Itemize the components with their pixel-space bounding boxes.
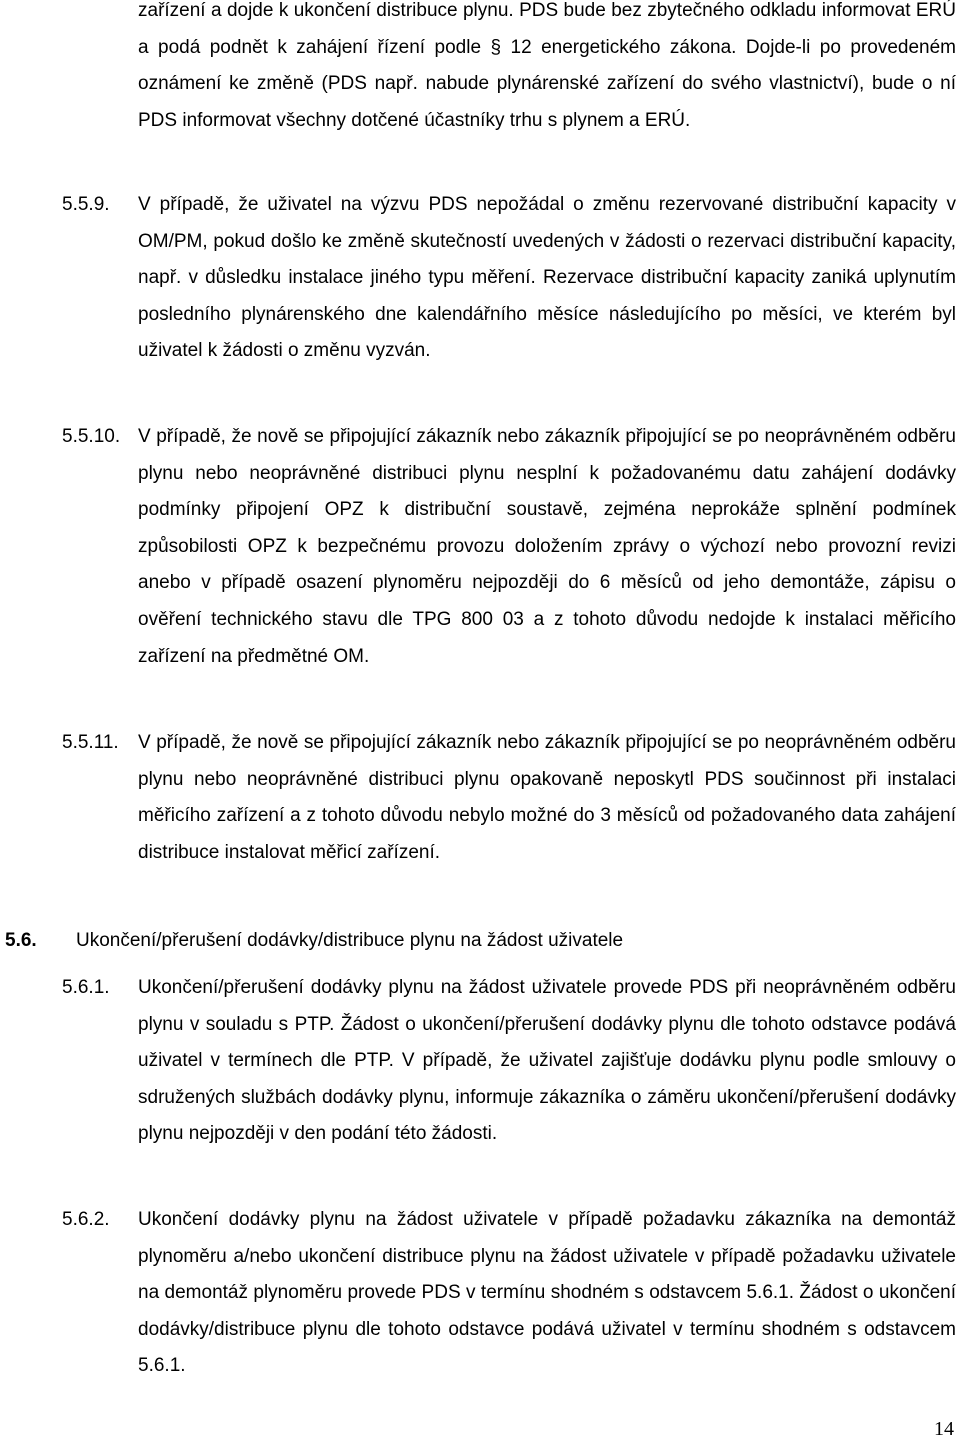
section-heading-number: 5.6. [5,930,37,951]
paragraph-5-6-1: Ukončení/přerušení dodávky plynu na žádost uživatele provede PDS při neoprávněném odběru plynu v souladu s PTP. Žádost o ukončení/přerušení dodávky plynu dle tohoto odstavce podává uživatel v termínech dle PTP. V případě, že uživatel zajišťuje dodávku plynu podle smlouvy o sdružených službách dodávky plynu, informuje zákazníka o záměru ukončení/přerušení dodávky plynu nejpozději v den podání této žádosti. [138,977,956,1145]
paragraph-5-5-11: V případě, že nově se připojující zákazník nebo zákazník připojující se po neoprávněném odběru plynu nebo neoprávněné distribuci plynu opakovaně neposkytl PDS součinnost při instalaci měřicího zařízení a z tohoto důvodu nebylo možné do 3 měsíců od požadovaného data zahájení distribuce instalovat měřicí zařízení. [138,732,956,863]
paragraph-number-5-5-9: 5.5.9. [62,194,110,215]
paragraph-number-5-5-11: 5.5.11. [62,732,119,753]
section-heading-title: Ukončení/přerušení dodávky/distribuce plynu na žádost uživatele [76,930,624,951]
paragraph-continuation: zařízení a dojde k ukončení distribuce plynu. PDS bude bez zbytečného odkladu informovat ERÚ a podá podnět k zahájení řízení podle § 12 energetického zákona. Dojde-li po provedeném oznámení ke změně (PDS např. nabude plynárenské zařízení do svého vlastnictví), bude o ní PDS informovat všechny dotčené účastníky trhu s plynem a ERÚ. [138,0,956,131]
paragraph-5-6-2: Ukončení dodávky plynu na žádost uživatele v případě požadavku zákazníka na demontáž plynoměru a/nebo ukončení distribuce plynu na žádost uživatele v případě požadavku uživatele na demontáž plynoměru provede PDS v termínu shodném s odstavcem 5.6.1. Žádost o ukončení dodávky/distribuce plynu dle tohoto odstavce podává uživatel v termínu shodném s odstavcem 5.6.1. [138,1209,956,1377]
paragraph-number-5-6-1: 5.6.1. [62,977,110,998]
paragraph-number-5-5-10: 5.5.10. [62,426,121,447]
paragraph-5-5-10: V případě, že nově se připojující zákazník nebo zákazník připojující se po neoprávněném odběru plynu nebo neoprávněné distribuci plynu nesplní k požadovanému datu zahájení dodávky podmínky připojení OPZ k distribuční soustavě, zejména neprokáže splnění podmínek způsobilosti OPZ k bezpečnému provozu doložením zprávy o výchozí nebo provozní revizi anebo v případě osazení plynoměru nejpozději do 6 měsíců od jeho demontáže, zápisu o ověření technického stavu dle TPG 800 03 a z tohoto důvodu nedojde k instalaci měřicího zařízení na předmětné OM. [138,426,956,667]
page-number: 14 [934,1418,954,1440]
paragraph-5-5-9: V případě, že uživatel na výzvu PDS nepožádal o změnu rezervované distribuční kapacity v OM/PM, pokud došlo ke změně skutečností uvedených v žádosti o rezervaci distribuční kapacity, např. v důsledku instalace jiného typu měření. Rezervace distribuční kapacity zaniká uplynutím posledního plynárenského dne kalendářního měsíce následujícího po měsíci, ve kterém byl uživatel k žádosti o změnu vyzván. [138,194,956,362]
paragraph-number-5-6-2: 5.6.2. [62,1209,110,1230]
